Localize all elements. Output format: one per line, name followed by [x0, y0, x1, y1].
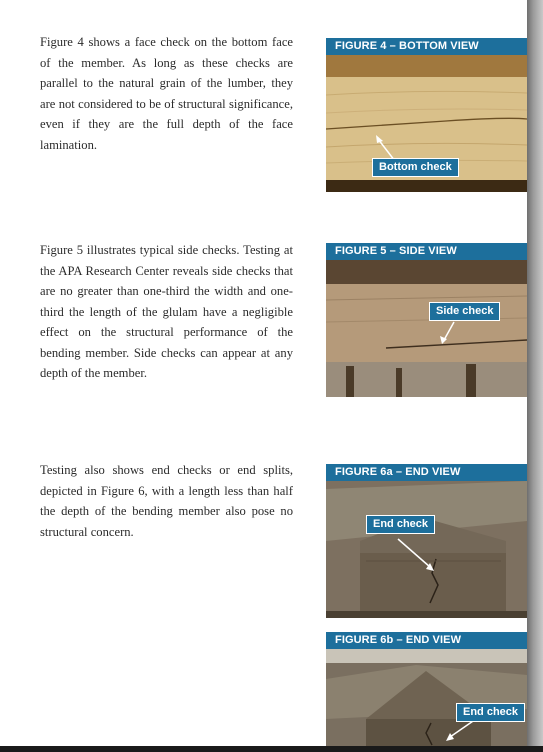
bottom-edge-bar [0, 746, 543, 752]
figure-6a [326, 464, 527, 618]
bottom-check-callout: Bottom check [372, 158, 459, 177]
figure-6b-photo [326, 649, 527, 747]
end-check-callout-6b: End check [456, 703, 525, 722]
figure-6b-header: FIGURE 6b – END VIEW [326, 632, 527, 649]
paragraph-figure-5: Figure 5 illustrates typical side checks. Testing at the APA Research Center reveals side checks that are no greater than one-third the width and one-third the length of the glulam have a negligible effect on the structural performance of the bending member. Side checks can appear at any depth of the member. [40, 243, 293, 380]
figure-5-header: FIGURE 5 – SIDE VIEW [326, 243, 527, 260]
figure-5-photo [326, 260, 527, 397]
figure-6b [326, 632, 527, 747]
paragraph-figure-4: Figure 4 shows a face check on the bottom face of the member. As long as these checks are parallel to the natural grain of the lumber, they are not considered to be of structural significance, even if they are the full depth of the face lamination. [40, 35, 293, 152]
figure-4-photo [326, 55, 527, 192]
end-check-callout-6a: End check [366, 515, 435, 534]
figure-4 [326, 38, 527, 192]
figure-5 [326, 243, 527, 397]
figure-6a-photo [326, 481, 527, 618]
figure-6a-header: FIGURE 6a – END VIEW [326, 464, 527, 481]
figure-4-header: FIGURE 4 – BOTTOM VIEW [326, 38, 527, 55]
side-check-callout: Side check [429, 302, 500, 321]
page-edge-shadow [527, 0, 543, 752]
paragraph-figure-6: Testing also shows end checks or end splits, depicted in Figure 6, with a length less than half the depth of the bending member also pose no structural concern. [40, 463, 293, 539]
